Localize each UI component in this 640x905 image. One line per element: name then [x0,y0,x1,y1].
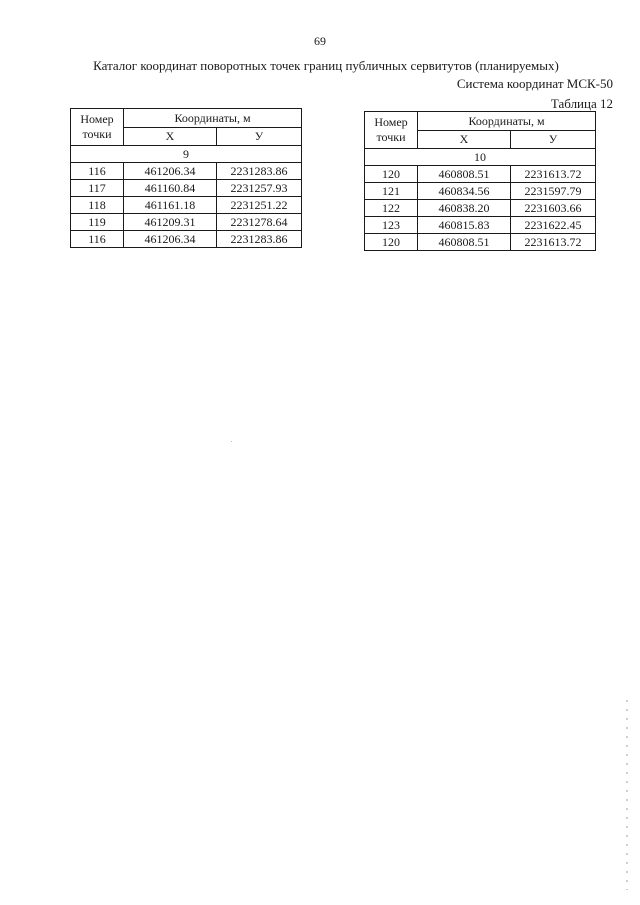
table-row [365,183,596,200]
point-cell: 123 [365,217,418,234]
y-cell: 2231603.66 [511,200,596,217]
point-cell: 119 [71,214,124,231]
table-row [71,214,302,231]
section-number: 9 [71,146,302,163]
x-cell: 461160.84 [124,180,217,197]
y-cell: 2231283.86 [217,163,302,180]
table-row [71,197,302,214]
point-cell: 117 [71,180,124,197]
table-row [71,163,302,180]
point-cell: 121 [365,183,418,200]
table-row [365,234,596,251]
y-cell: 2231597.79 [511,183,596,200]
table-row [71,231,302,248]
table-row [365,217,596,234]
coordinates-table-10 [364,111,596,251]
x-cell: 460808.51 [418,234,511,251]
header-y: У [217,127,302,146]
x-cell: 461161.18 [124,197,217,214]
header-x: X [124,127,217,146]
y-cell: 2231613.72 [511,166,596,183]
table-row [365,200,596,217]
x-cell: 461206.34 [124,163,217,180]
header-point-number: Номер точки [71,109,124,146]
header-coordinates: Координаты, м [418,112,596,131]
header-coordinates: Координаты, м [124,109,302,128]
y-cell: 2231622.45 [511,217,596,234]
section-number: 10 [365,149,596,166]
y-cell: 2231283.86 [217,231,302,248]
x-cell: 460834.56 [418,183,511,200]
point-cell: 120 [365,234,418,251]
x-cell: 461209.31 [124,214,217,231]
point-cell: 118 [71,197,124,214]
x-cell: 460838.20 [418,200,511,217]
point-cell: 116 [71,231,124,248]
point-cell: 116 [71,163,124,180]
point-cell: 122 [365,200,418,217]
scan-edge-marks [626,700,628,890]
document-heading: Каталог координат поворотных точек границ публичных сервитутов (планируемых) [93,58,559,73]
coordinates-table-9 [70,108,302,248]
header-y: У [511,130,596,149]
table-row [71,180,302,197]
x-cell: 461206.34 [124,231,217,248]
table-row [365,166,596,183]
table-label: Таблица 12 [550,96,613,111]
header-point-number: Номер точки [365,112,418,149]
y-cell: 2231257.93 [217,180,302,197]
y-cell: 2231613.72 [511,234,596,251]
page-number: 69 [314,34,326,48]
y-cell: 2231251.22 [217,197,302,214]
x-cell: 460815.83 [418,217,511,234]
y-cell: 2231278.64 [217,214,302,231]
coordinate-system: Система координат МСК-50 [456,76,613,91]
header-x: X [418,130,511,149]
point-cell: 120 [365,166,418,183]
scan-speck [231,441,232,442]
x-cell: 460808.51 [418,166,511,183]
